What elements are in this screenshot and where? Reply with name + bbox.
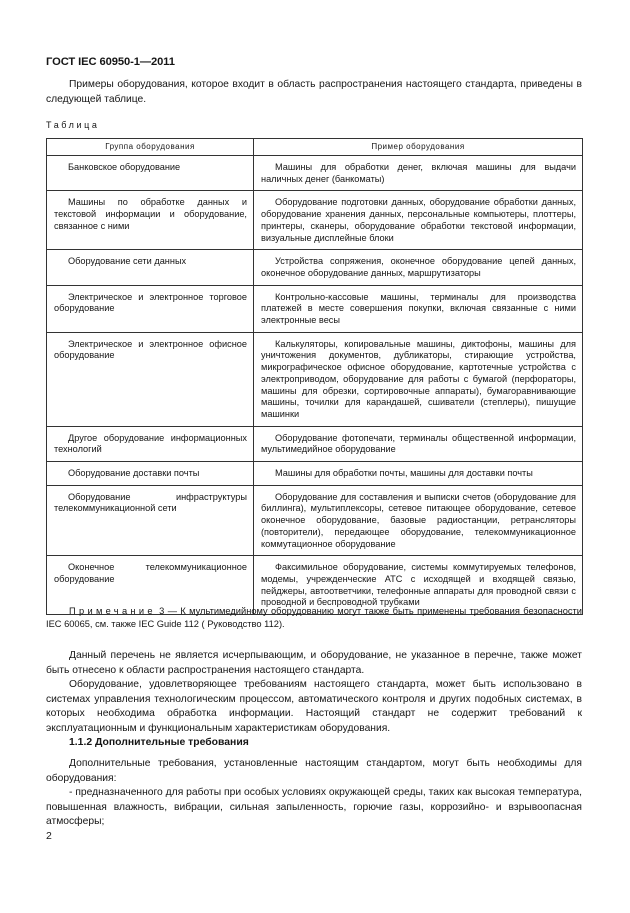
note-label: Примечание <box>69 606 156 616</box>
column-header-group: Группа оборудования <box>47 139 254 156</box>
document-header: ГОСТ IEC 60950-1—2011 <box>46 56 175 68</box>
table-row <box>47 250 583 285</box>
bullet-item: - предназначенного для работы при особых условиях окружающей среды, таких как высокая температура, повышенная влажность, вибрации, сильная запыленность, горючие газы, коррозийно- и взрывоопасная атмосферы; <box>46 787 582 828</box>
table-note <box>46 605 582 631</box>
equipment-group-cell: Электрическое и электронное торговое оборудование <box>47 285 254 332</box>
body-paragraph: Дополнительные требования, установленные настоящим стандартом, могут быть необходимы для оборудования: <box>46 758 582 784</box>
equipment-example-cell: Контрольно-кассовые машины, терминалы для производства платежей в месте совершения покупки, включая связанные с ними электронные весы <box>254 285 583 332</box>
table-row <box>47 332 583 426</box>
equipment-example-cell: Машины для обработки почты, машины для доставки почты <box>254 462 583 486</box>
equipment-example-cell: Оборудование подготовки данных, оборудование обработки данных, оборудование хранения данных, персональные компьютеры, плоттеры, принтеры, сканеры, оборудование обработки текстовой информации, визуальные дисплейные блоки <box>254 191 583 250</box>
equipment-example-cell: Машины для обработки денег, включая машины для выдачи наличных денег (банкоматы) <box>254 156 583 191</box>
table-header-row <box>47 139 583 156</box>
equipment-group-cell: Банковское оборудование <box>47 156 254 191</box>
equipment-group-cell: Оборудование сети данных <box>47 250 254 285</box>
equipment-group-cell: Оконечное телекоммуникационное оборудование <box>47 556 254 615</box>
equipment-group-cell: Машины по обработке данных и текстовой информации и оборудование, связанное с ними <box>47 191 254 250</box>
table-row <box>47 156 583 191</box>
equipment-example-cell: Факсимильное оборудование, системы коммутируемых телефонов, модемы, учрежденческие АТС с исходящей и входящей связью, пейджеры, автоответчики, телефонные аппараты для проводной связи с проводной и беспроводной трубками <box>254 556 583 615</box>
equipment-example-cell: Оборудование фотопечати, терминалы общественной информации, мультимедийное оборудование <box>254 426 583 461</box>
equipment-group-cell: Оборудование инфраструктуры телекоммуникационной сети <box>47 485 254 556</box>
table-row <box>47 191 583 250</box>
table-row <box>47 462 583 486</box>
table-row <box>47 285 583 332</box>
note-text: 3 — К мультимедийному оборудованию могут также быть применены требования безопасности IEC 60065, см. также IEC Guide 112 ( Руководство 112). <box>46 606 582 630</box>
body-paragraph: Данный перечень не является исчерпывающим, и оборудование, не указанное в перечне, также может быть отнесено к области распространения настоящего стандарта. <box>46 650 582 676</box>
equipment-example-cell: Оборудование для составления и выписки счетов (оборудование для биллинга), мультиплексоры, сетевое питающее оборудование, сетевое оконечное оборудование, базовые радиостанции, ретрансляторы (повторители), передающее оборудование, телекоммуникационное коммутационное оборудование <box>254 485 583 556</box>
body-paragraph: Оборудование, удовлетворяющее требованиям настоящего стандарта, может быть использовано в системах управления технологическим процессом, автоматического контроля и других подобных системах, в которых необходима обработка информации. Настоящий стандарт не содержит требований к эксплуатационным и функциональным характеристикам оборудования. <box>46 679 582 734</box>
intro-paragraph: Примеры оборудования, которое входит в область распространения настоящего стандарта, приведены в следующей таблице. <box>46 79 582 105</box>
equipment-example-cell: Устройства сопряжения, оконечное оборудование цепей данных, оконечное оборудование данных, маршрутизаторы <box>254 250 583 285</box>
equipment-example-cell: Калькуляторы, копировальные машины, диктофоны, машины для уничтожения документов, дубликаторы, стирающие устройства, микрографическое офисное оборудование, картотечные устройства с электроприводом, оборудование для работы с бумагой (перфораторы, машины для обрезки, сортировочные аппараты), бумагоравнивающие машины, точилки для карандашей, сшиватели (степлеры), пишущие машинки <box>254 332 583 426</box>
equipment-table <box>46 138 583 615</box>
equipment-group-cell: Электрическое и электронное офисное оборудование <box>47 332 254 426</box>
table-row <box>47 485 583 556</box>
section-heading: 1.1.2 Дополнительные требования <box>69 737 249 748</box>
table-caption: Таблица <box>46 120 100 130</box>
equipment-group-cell: Другое оборудование информационных технологий <box>47 426 254 461</box>
column-header-example: Пример оборудования <box>254 139 583 156</box>
page-number: 2 <box>46 830 52 842</box>
equipment-group-cell: Оборудование доставки почты <box>47 462 254 486</box>
table-row <box>47 426 583 461</box>
